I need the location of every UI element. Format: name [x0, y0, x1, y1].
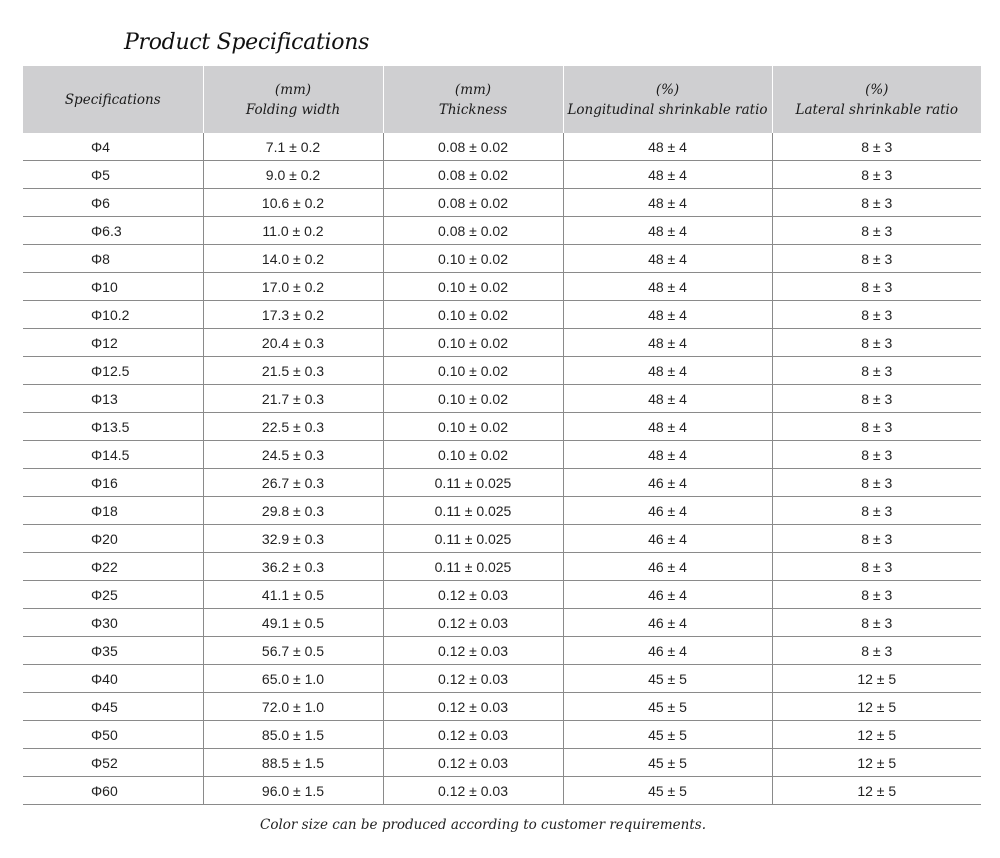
- lateral-ratio-cell: 8 ± 3: [772, 637, 981, 665]
- lateral-ratio-cell: 8 ± 3: [772, 273, 981, 301]
- lateral-ratio-cell: 8 ± 3: [772, 469, 981, 497]
- thickness-cell: 0.10 ± 0.02: [383, 329, 563, 357]
- spec-cell: Φ30: [23, 609, 203, 637]
- specifications-table: [23, 66, 981, 805]
- table-row: [23, 553, 981, 581]
- longitudinal-ratio-cell: 46 ± 4: [563, 525, 772, 553]
- table-row: [23, 777, 981, 805]
- lateral-ratio-cell: 8 ± 3: [772, 441, 981, 469]
- folding-width-cell: 49.1 ± 0.5: [203, 609, 383, 637]
- spec-cell: Φ12.5: [23, 357, 203, 385]
- longitudinal-ratio-cell: 46 ± 4: [563, 609, 772, 637]
- longitudinal-ratio-cell: 45 ± 5: [563, 777, 772, 805]
- lateral-ratio-cell: 12 ± 5: [772, 777, 981, 805]
- thickness-cell: 0.10 ± 0.02: [383, 357, 563, 385]
- spec-cell: Φ20: [23, 525, 203, 553]
- spec-cell: Φ35: [23, 637, 203, 665]
- table-row: [23, 749, 981, 777]
- folding-width-cell: 9.0 ± 0.2: [203, 161, 383, 189]
- longitudinal-ratio-cell: 45 ± 5: [563, 665, 772, 693]
- thickness-cell: 0.08 ± 0.02: [383, 133, 563, 161]
- lateral-ratio-cell: 8 ± 3: [772, 525, 981, 553]
- table-row: [23, 245, 981, 273]
- lateral-ratio-cell: 8 ± 3: [772, 329, 981, 357]
- thickness-cell: 0.08 ± 0.02: [383, 189, 563, 217]
- lateral-ratio-cell: 8 ± 3: [772, 301, 981, 329]
- lateral-ratio-cell: 8 ± 3: [772, 161, 981, 189]
- lateral-ratio-cell: 8 ± 3: [772, 217, 981, 245]
- longitudinal-ratio-cell: 46 ± 4: [563, 497, 772, 525]
- folding-width-cell: 10.6 ± 0.2: [203, 189, 383, 217]
- header-unit: (%): [655, 81, 680, 98]
- longitudinal-ratio-cell: 48 ± 4: [563, 133, 772, 161]
- folding-width-cell: 29.8 ± 0.3: [203, 497, 383, 525]
- spec-cell: Φ14.5: [23, 441, 203, 469]
- table-row: [23, 133, 981, 161]
- table-row: [23, 441, 981, 469]
- longitudinal-ratio-cell: 48 ± 4: [563, 413, 772, 441]
- lateral-ratio-cell: 8 ± 3: [772, 245, 981, 273]
- page-title: Product Specifications: [124, 30, 370, 55]
- table-body: [23, 133, 981, 805]
- thickness-cell: 0.08 ± 0.02: [383, 217, 563, 245]
- longitudinal-ratio-cell: 46 ± 4: [563, 581, 772, 609]
- thickness-cell: 0.12 ± 0.03: [383, 749, 563, 777]
- lateral-ratio-cell: 12 ± 5: [772, 749, 981, 777]
- lateral-ratio-cell: 8 ± 3: [772, 189, 981, 217]
- folding-width-cell: 22.5 ± 0.3: [203, 413, 383, 441]
- longitudinal-ratio-cell: 46 ± 4: [563, 637, 772, 665]
- longitudinal-ratio-cell: 48 ± 4: [563, 357, 772, 385]
- header-label: Thickness: [438, 101, 508, 118]
- footnote: Color size can be produced according to customer requirements.: [260, 817, 706, 833]
- lateral-ratio-cell: 8 ± 3: [772, 385, 981, 413]
- longitudinal-ratio-cell: 46 ± 4: [563, 469, 772, 497]
- table-header-row: [23, 66, 981, 133]
- header-label: Folding width: [245, 101, 341, 118]
- longitudinal-ratio-cell: 48 ± 4: [563, 329, 772, 357]
- lateral-ratio-cell: 12 ± 5: [772, 665, 981, 693]
- table-row: [23, 581, 981, 609]
- header-label: Specifications: [64, 91, 161, 108]
- thickness-cell: 0.10 ± 0.02: [383, 413, 563, 441]
- table-row: [23, 413, 981, 441]
- longitudinal-ratio-cell: 45 ± 5: [563, 721, 772, 749]
- table-row: [23, 525, 981, 553]
- spec-cell: Φ12: [23, 329, 203, 357]
- longitudinal-ratio-cell: 48 ± 4: [563, 385, 772, 413]
- spec-cell: Φ13.5: [23, 413, 203, 441]
- thickness-cell: 0.12 ± 0.03: [383, 637, 563, 665]
- header-unit: (mm): [274, 81, 312, 98]
- longitudinal-ratio-cell: 48 ± 4: [563, 273, 772, 301]
- spec-cell: Φ40: [23, 665, 203, 693]
- spec-cell: Φ18: [23, 497, 203, 525]
- thickness-cell: 0.11 ± 0.025: [383, 497, 563, 525]
- thickness-cell: 0.12 ± 0.03: [383, 665, 563, 693]
- folding-width-cell: 20.4 ± 0.3: [203, 329, 383, 357]
- folding-width-cell: 36.2 ± 0.3: [203, 553, 383, 581]
- spec-cell: Φ4: [23, 133, 203, 161]
- thickness-cell: 0.12 ± 0.03: [383, 609, 563, 637]
- spec-cell: Φ5: [23, 161, 203, 189]
- longitudinal-ratio-cell: 48 ± 4: [563, 441, 772, 469]
- spec-cell: Φ52: [23, 749, 203, 777]
- spec-cell: Φ10: [23, 273, 203, 301]
- thickness-cell: 0.12 ± 0.03: [383, 777, 563, 805]
- longitudinal-ratio-cell: 48 ± 4: [563, 245, 772, 273]
- header-lateral-shrinkable-ratio: [772, 66, 981, 133]
- spec-cell: Φ6: [23, 189, 203, 217]
- table-row: [23, 161, 981, 189]
- folding-width-cell: 11.0 ± 0.2: [203, 217, 383, 245]
- table-row: [23, 609, 981, 637]
- folding-width-cell: 32.9 ± 0.3: [203, 525, 383, 553]
- table-row: [23, 637, 981, 665]
- folding-width-cell: 65.0 ± 1.0: [203, 665, 383, 693]
- thickness-cell: 0.10 ± 0.02: [383, 385, 563, 413]
- table-row: [23, 385, 981, 413]
- folding-width-cell: 96.0 ± 1.5: [203, 777, 383, 805]
- folding-width-cell: 17.3 ± 0.2: [203, 301, 383, 329]
- header-longitudinal-shrinkable-ratio: [563, 66, 772, 133]
- table-row: [23, 301, 981, 329]
- lateral-ratio-cell: 12 ± 5: [772, 721, 981, 749]
- spec-cell: Φ45: [23, 693, 203, 721]
- lateral-ratio-cell: 8 ± 3: [772, 133, 981, 161]
- folding-width-cell: 17.0 ± 0.2: [203, 273, 383, 301]
- folding-width-cell: 26.7 ± 0.3: [203, 469, 383, 497]
- table-row: [23, 665, 981, 693]
- spec-cell: Φ60: [23, 777, 203, 805]
- longitudinal-ratio-cell: 48 ± 4: [563, 301, 772, 329]
- thickness-cell: 0.12 ± 0.03: [383, 693, 563, 721]
- lateral-ratio-cell: 8 ± 3: [772, 553, 981, 581]
- longitudinal-ratio-cell: 48 ± 4: [563, 161, 772, 189]
- longitudinal-ratio-cell: 48 ± 4: [563, 189, 772, 217]
- spec-cell: Φ8: [23, 245, 203, 273]
- spec-cell: Φ22: [23, 553, 203, 581]
- thickness-cell: 0.12 ± 0.03: [383, 721, 563, 749]
- longitudinal-ratio-cell: 45 ± 5: [563, 749, 772, 777]
- folding-width-cell: 14.0 ± 0.2: [203, 245, 383, 273]
- header-unit: (%): [865, 81, 889, 98]
- table-row: [23, 693, 981, 721]
- header-specifications: [23, 66, 203, 133]
- lateral-ratio-cell: 8 ± 3: [772, 413, 981, 441]
- table-row: [23, 217, 981, 245]
- table-row: [23, 189, 981, 217]
- folding-width-cell: 21.7 ± 0.3: [203, 385, 383, 413]
- thickness-cell: 0.08 ± 0.02: [383, 161, 563, 189]
- longitudinal-ratio-cell: 48 ± 4: [563, 217, 772, 245]
- folding-width-cell: 41.1 ± 0.5: [203, 581, 383, 609]
- spec-cell: Φ25: [23, 581, 203, 609]
- thickness-cell: 0.11 ± 0.025: [383, 553, 563, 581]
- header-label: Longitudinal shrinkable ratio: [567, 101, 768, 118]
- thickness-cell: 0.10 ± 0.02: [383, 441, 563, 469]
- lateral-ratio-cell: 8 ± 3: [772, 609, 981, 637]
- thickness-cell: 0.10 ± 0.02: [383, 301, 563, 329]
- folding-width-cell: 24.5 ± 0.3: [203, 441, 383, 469]
- header-thickness: [383, 66, 563, 133]
- spec-cell: Φ10.2: [23, 301, 203, 329]
- folding-width-cell: 88.5 ± 1.5: [203, 749, 383, 777]
- folding-width-cell: 21.5 ± 0.3: [203, 357, 383, 385]
- lateral-ratio-cell: 8 ± 3: [772, 357, 981, 385]
- spec-cell: Φ50: [23, 721, 203, 749]
- folding-width-cell: 85.0 ± 1.5: [203, 721, 383, 749]
- spec-cell: Φ6.3: [23, 217, 203, 245]
- folding-width-cell: 72.0 ± 1.0: [203, 693, 383, 721]
- lateral-ratio-cell: 12 ± 5: [772, 693, 981, 721]
- lateral-ratio-cell: 8 ± 3: [772, 581, 981, 609]
- thickness-cell: 0.10 ± 0.02: [383, 245, 563, 273]
- spec-cell: Φ16: [23, 469, 203, 497]
- thickness-cell: 0.11 ± 0.025: [383, 525, 563, 553]
- table-row: [23, 721, 981, 749]
- table-row: [23, 469, 981, 497]
- thickness-cell: 0.12 ± 0.03: [383, 581, 563, 609]
- table-row: [23, 497, 981, 525]
- lateral-ratio-cell: 8 ± 3: [772, 497, 981, 525]
- longitudinal-ratio-cell: 46 ± 4: [563, 553, 772, 581]
- thickness-cell: 0.11 ± 0.025: [383, 469, 563, 497]
- spec-cell: Φ13: [23, 385, 203, 413]
- folding-width-cell: 56.7 ± 0.5: [203, 637, 383, 665]
- header-unit: (mm): [454, 81, 492, 98]
- thickness-cell: 0.10 ± 0.02: [383, 273, 563, 301]
- table-row: [23, 329, 981, 357]
- longitudinal-ratio-cell: 45 ± 5: [563, 693, 772, 721]
- header-folding-width: [203, 66, 383, 133]
- table-row: [23, 273, 981, 301]
- header-label: Lateral shrinkable ratio: [795, 101, 958, 118]
- folding-width-cell: 7.1 ± 0.2: [203, 133, 383, 161]
- table-row: [23, 357, 981, 385]
